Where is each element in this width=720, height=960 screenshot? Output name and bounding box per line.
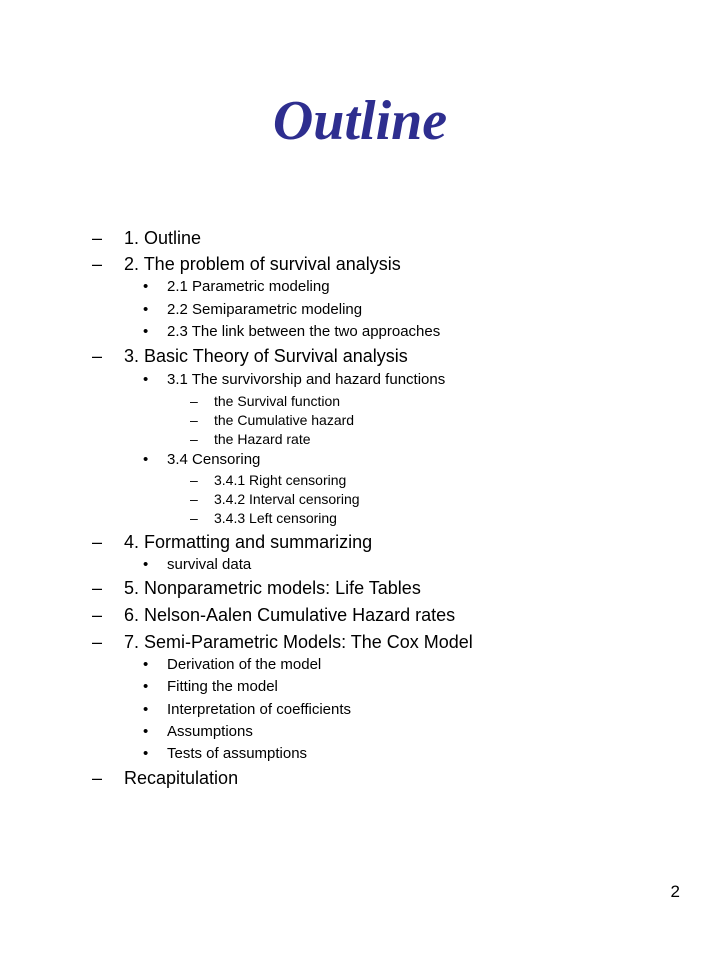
dash-marker: – [190,510,198,526]
outline-subsubitem-label: 3.4.1 Right censoring [214,472,347,488]
outline-subitem-label: 3.4 Censoring [167,451,261,468]
outline-subitem-label: Interpretation of coefficients [167,701,351,718]
outline-item-label: 4. Formatting and summarizing [124,532,373,552]
bullet-marker: • [143,678,149,695]
outline-subsubitem-label: the Hazard rate [214,431,311,447]
dash-marker: – [92,254,103,274]
outline-item-label: 6. Nelson-Aalen Cumulative Hazard rates [124,605,456,625]
bullet-marker: • [143,371,149,388]
outline-subsubitem-label: 3.4.3 Left censoring [214,510,337,526]
bullet-marker: • [143,451,149,468]
outline-subitem-label: 2.3 The link between the two approaches [167,323,441,340]
bullet-marker: • [143,723,149,740]
bullet-marker: • [143,278,149,295]
bullet-marker: • [143,301,149,318]
outline-item-label: 3. Basic Theory of Survival analysis [124,346,408,366]
outline-item-label: 2. The problem of survival analysis [124,254,401,274]
outline-subitem-label: 3.1 The survivorship and hazard functions [167,371,446,388]
outline-subitem-label: Derivation of the model [167,656,322,673]
outline-subsubitem-label: 3.4.2 Interval censoring [214,491,360,507]
slide-title: Outline [272,90,448,152]
outline-subitem-label: 2.2 Semiparametric modeling [167,301,363,318]
bullet-marker: • [143,701,149,718]
dash-marker: – [92,768,103,788]
dash-marker: – [190,472,198,488]
bullet-marker: • [143,323,149,340]
dash-marker: – [92,228,103,248]
bullet-marker: • [143,556,149,573]
bullet-marker: • [143,745,149,762]
outline-item-label: Recapitulation [124,768,239,788]
page-number: 2 [670,882,680,901]
outline-subitem-label: Assumptions [167,723,253,740]
dash-marker: – [190,393,198,409]
dash-marker: – [92,578,103,598]
outline-item-label: 5. Nonparametric models: Life Tables [124,578,421,598]
outline-subsubitem-label: the Cumulative hazard [214,412,355,428]
outline-item-label: 1. Outline [124,228,202,248]
dash-marker: – [190,412,198,428]
outline-item-label: 7. Semi-Parametric Models: The Cox Model [124,632,473,652]
dash-marker: – [190,491,198,507]
dash-marker: – [92,605,103,625]
outline-subitem-label: Tests of assumptions [167,745,308,762]
outline-subitem-label: Fitting the model [167,678,278,695]
dash-marker: – [92,346,103,366]
outline-subitem-label: 2.1 Parametric modeling [167,278,330,295]
outline-subsubitem-label: the Survival function [214,393,341,409]
dash-marker: – [190,431,198,447]
dash-marker: – [92,532,103,552]
dash-marker: – [92,632,103,652]
bullet-marker: • [143,656,149,673]
outline-subitem-label: survival data [167,556,252,573]
